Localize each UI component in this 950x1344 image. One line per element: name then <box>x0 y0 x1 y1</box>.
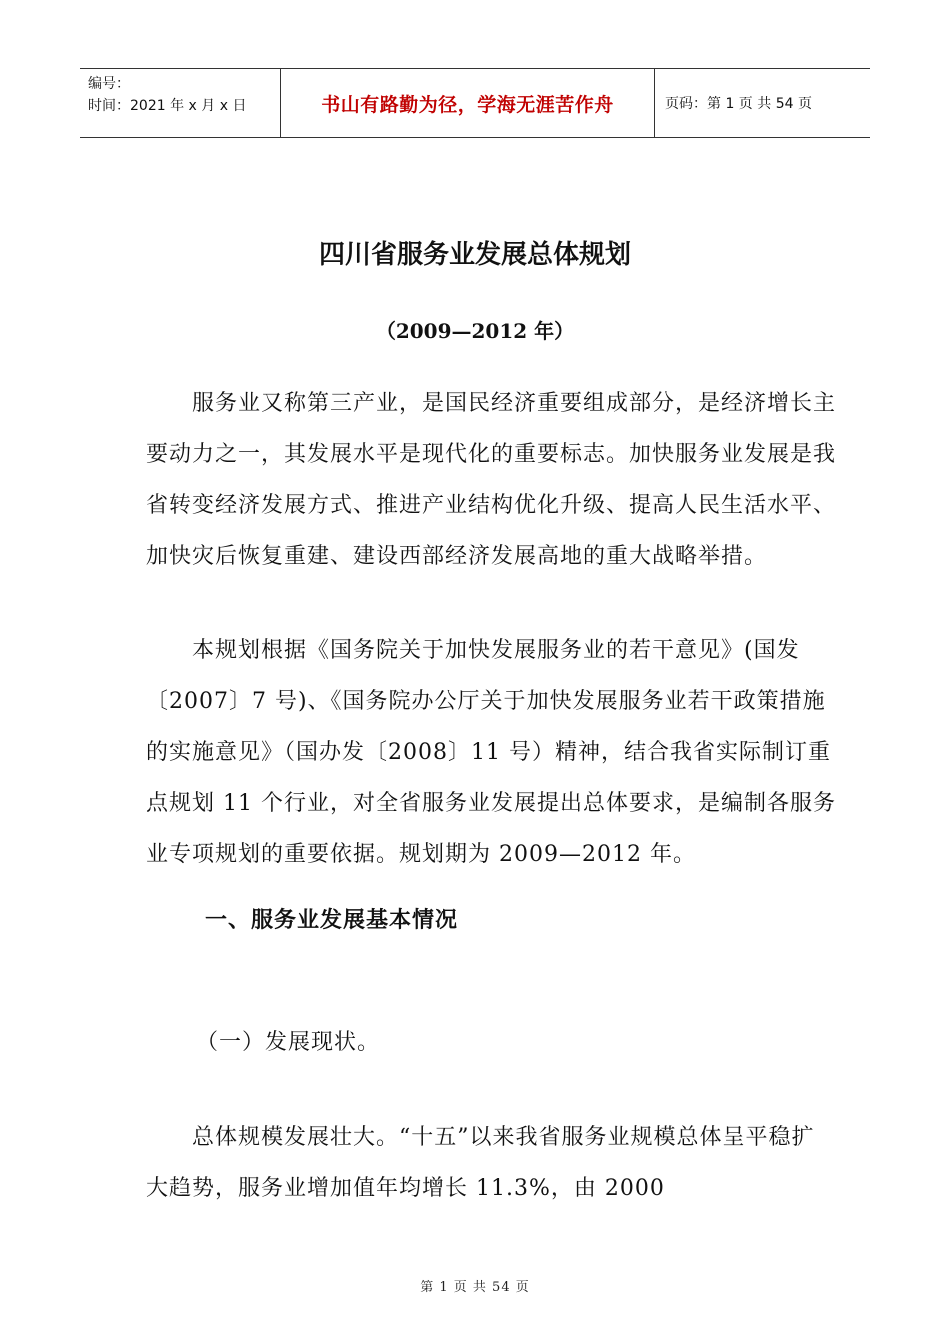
paragraph-basis: 本规划根据《国务院关于加快发展服务业的若干意见》(国发〔2007〕7 号)、《国务院办公厅关于加快发展服务业若干政策措施的实施意见》（国办发〔2008〕11 号）精神，结合我省实际制订重点规划 11 个行业，对全省服务业发展提出总体要求，是编制各服务业专项规划的重要依据。规划期为 2009—2012 年。 <box>146 638 836 867</box>
number-label: 编号： <box>88 76 130 92</box>
page-header <box>80 68 870 138</box>
paragraph-scale: 总体规模发展壮大。“十五”以来我省服务业规模总体呈平稳扩大趋势，服务业增加值年均增长 11.3%，由 2000 <box>146 1125 815 1201</box>
time-label: 时间：2021 年 x 月 x 日 <box>88 98 247 114</box>
page-footer: 第 1 页 共 54 页 <box>420 1280 530 1295</box>
document-title: 四川省服务业发展总体规划 <box>318 240 631 270</box>
header-meta <box>80 69 281 137</box>
header-motto: 书山有路勤为径，学海无涯苦作舟 <box>281 69 655 137</box>
header-page-info: 页码：第 1 页 共 54 页 <box>665 96 812 112</box>
subsection-heading: （一）发展现状。 <box>196 1030 381 1055</box>
document-subtitle: （2009—2012 年） <box>375 319 575 343</box>
paragraph-intro: 服务业又称第三产业，是国民经济重要组成部分，是经济增长主要动力之一，其发展水平是现代化的重要标志。加快服务业发展是我省转变经济发展方式、推进产业结构优化升级、提高人民生活水平、加快灾后恢复重建、建设西部经济发展高地的重大战略举措。 <box>146 391 837 569</box>
section-heading: 一、服务业发展基本情况 <box>205 908 459 933</box>
